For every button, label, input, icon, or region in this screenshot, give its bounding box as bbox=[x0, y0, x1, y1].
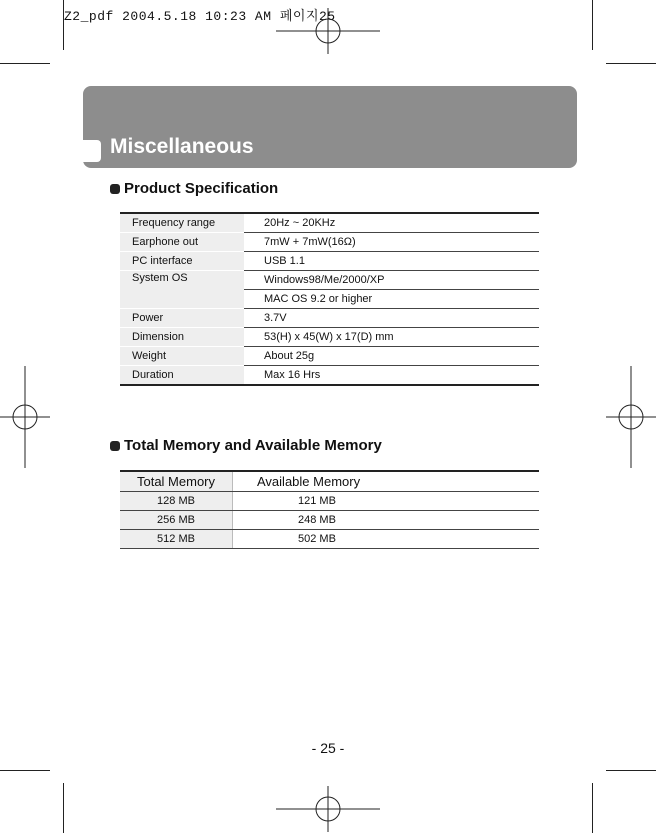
banner-tab-marker bbox=[83, 140, 101, 162]
square-bullet-icon bbox=[110, 184, 120, 194]
spec-label: PC interface bbox=[120, 252, 244, 271]
spec-label: Dimension bbox=[120, 328, 244, 347]
section-banner bbox=[83, 86, 577, 168]
table-row bbox=[120, 511, 539, 530]
total-memory-cell: 512 MB bbox=[120, 530, 233, 549]
spec-section-heading bbox=[110, 180, 278, 197]
table-row bbox=[120, 328, 539, 347]
page-title: Miscellaneous bbox=[110, 135, 254, 158]
spec-label: Earphone out bbox=[120, 233, 244, 252]
total-memory-cell: 256 MB bbox=[120, 511, 233, 530]
table-row bbox=[120, 233, 539, 252]
spec-value: 3.7V bbox=[244, 309, 539, 328]
spec-value: 20Hz ~ 20KHz bbox=[244, 213, 539, 233]
registration-mark-left-icon bbox=[0, 366, 50, 468]
available-memory-cell: 248 MB bbox=[233, 511, 540, 530]
spec-value: About 25g bbox=[244, 347, 539, 366]
memory-table bbox=[120, 470, 539, 549]
memory-section-heading bbox=[110, 437, 382, 454]
spec-value: 7mW + 7mW(16Ω) bbox=[244, 233, 539, 252]
spec-section-title: Product Specification bbox=[124, 180, 279, 197]
registration-mark-right-icon bbox=[606, 366, 656, 468]
table-row bbox=[120, 366, 539, 386]
spec-value: Windows98/Me/2000/XP bbox=[244, 271, 539, 290]
memory-section-title: Total Memory and Available Memory bbox=[124, 437, 382, 454]
spec-label: Power bbox=[120, 309, 244, 328]
table-row bbox=[120, 271, 539, 290]
print-header: Z2_pdf 2004.5.18 10:23 AM 페이지25 bbox=[64, 9, 336, 24]
available-memory-cell: 121 MB bbox=[233, 492, 540, 511]
registration-mark-bottom-icon bbox=[276, 786, 380, 832]
available-memory-cell: 502 MB bbox=[233, 530, 540, 549]
table-row bbox=[120, 309, 539, 328]
table-row bbox=[120, 213, 539, 233]
spec-value: USB 1.1 bbox=[244, 252, 539, 271]
spec-label: System OS bbox=[120, 271, 244, 309]
page-number: - 25 - bbox=[311, 740, 345, 756]
table-row bbox=[120, 530, 539, 549]
spec-label: Duration bbox=[120, 366, 244, 386]
spec-value: Max 16 Hrs bbox=[244, 366, 539, 386]
spec-label: Weight bbox=[120, 347, 244, 366]
table-row bbox=[120, 252, 539, 271]
spec-label: Frequency range bbox=[120, 213, 244, 233]
spec-table bbox=[120, 212, 539, 386]
column-header-available: Available Memory bbox=[233, 471, 540, 492]
column-header-total: Total Memory bbox=[120, 471, 233, 492]
spec-value: 53(H) x 45(W) x 17(D) mm bbox=[244, 328, 539, 347]
spec-value: MAC OS 9.2 or higher bbox=[244, 290, 539, 309]
table-header-row bbox=[120, 471, 539, 492]
registration-mark-top-icon bbox=[276, 8, 380, 54]
table-row bbox=[120, 347, 539, 366]
table-row bbox=[120, 492, 539, 511]
square-bullet-icon bbox=[110, 441, 120, 451]
total-memory-cell: 128 MB bbox=[120, 492, 233, 511]
